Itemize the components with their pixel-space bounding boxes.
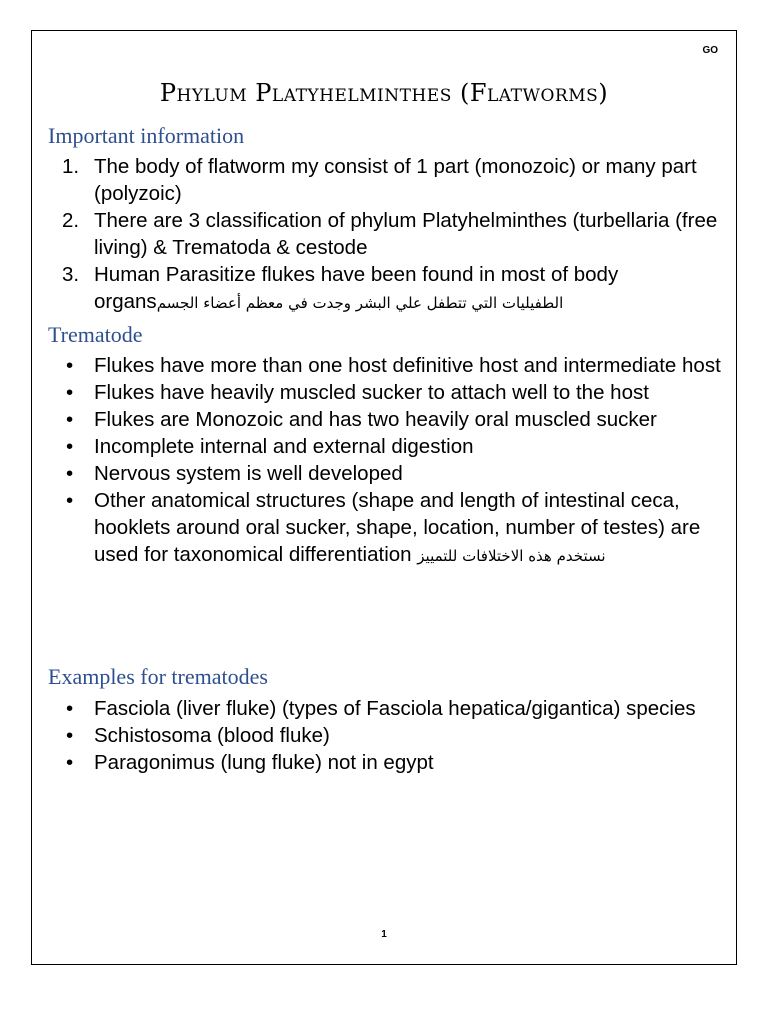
bullet: •	[66, 462, 74, 485]
page-number: 1	[381, 929, 387, 940]
list-marker: 3.	[62, 263, 80, 286]
list-item-text: Nervous system is well developed	[94, 462, 403, 485]
list-item-text: Flukes are Monozoic and has two heavily oral muscled sucker	[94, 408, 657, 431]
list-item	[48, 433, 738, 460]
bullet: •	[66, 435, 74, 458]
heading-important-information: Important information	[48, 123, 245, 148]
list-item-text: Paragonimus (lung fluke) not in egypt	[94, 751, 434, 774]
list-item	[48, 379, 738, 406]
list-item	[48, 406, 738, 433]
list-marker: 2.	[62, 209, 80, 232]
bullet: •	[66, 751, 74, 774]
list-item	[48, 153, 738, 207]
bullet: •	[66, 354, 74, 377]
list-item	[48, 722, 738, 749]
examples-list	[48, 695, 738, 776]
list-item	[48, 749, 738, 776]
list-item	[48, 352, 738, 379]
list-item-text: There are 3 classification of phylum Platyhelminthes (turbellaria (free living) & Trematoda & cestode	[94, 209, 718, 259]
heading-examples-for-trematodes: Examples for trematodes	[48, 664, 268, 689]
list-item	[48, 487, 738, 570]
bullet: •	[66, 697, 74, 720]
bullet: •	[66, 489, 74, 512]
list-item-text: Other anatomical structures (shape and length of intestinal ceca, hooklets around oral sucker, shape, location, number of testes) are used for taxonomical differentiation	[94, 489, 701, 566]
list-item-text: Schistosoma (blood fluke)	[94, 724, 330, 747]
page-frame	[31, 30, 737, 965]
bullet: •	[66, 381, 74, 404]
heading-trematode: Trematode	[48, 322, 143, 347]
important-information-list	[48, 153, 738, 317]
arabic-note: نستخدم هذه الاختلافات للتمييز	[417, 547, 606, 565]
list-item	[48, 261, 738, 317]
list-item	[48, 460, 738, 487]
list-marker: 1.	[62, 155, 80, 178]
list-item-text: Incomplete internal and external digestion	[94, 435, 474, 458]
list-item-text: Flukes have heavily muscled sucker to attach well to the host	[94, 381, 649, 404]
page-title: Phylum Platyhelminthes (Flatworms)	[159, 79, 609, 107]
list-item	[48, 207, 738, 261]
bullet: •	[66, 724, 74, 747]
list-item	[48, 695, 738, 722]
corner-mark: GO	[702, 45, 718, 56]
list-item-text: Flukes have more than one host definitive host and intermediate host	[94, 354, 721, 377]
trematode-list	[48, 352, 738, 570]
list-item-text: The body of flatworm my consist of 1 part (monozoic) or many part (polyzoic)	[94, 155, 697, 205]
list-item-text: Fasciola (liver fluke) (types of Fasciola hepatica/gigantica) species	[94, 697, 696, 720]
list-item-text: Human Parasitize flukes have been found in most of body organs	[94, 263, 619, 313]
bullet: •	[66, 408, 74, 431]
arabic-note: الطفيليات التي تتطفل علي البشر وجدت في معظم أعضاء الجسم	[156, 294, 564, 312]
